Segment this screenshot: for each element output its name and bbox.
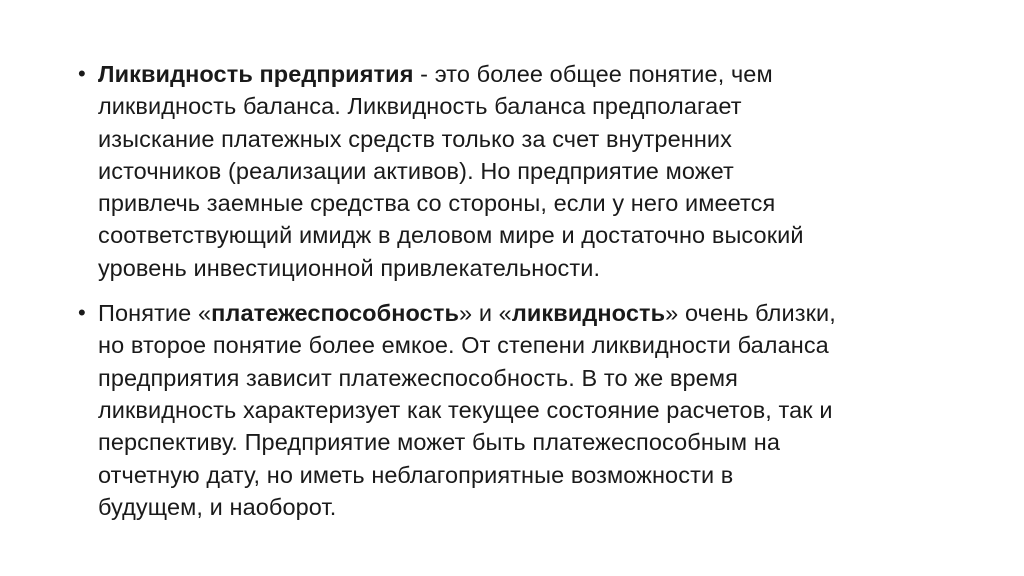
text-segment: » очень близки, — [665, 300, 836, 327]
text-line — [98, 394, 958, 426]
text-line — [98, 362, 958, 394]
bullet-list — [78, 58, 958, 523]
text-line — [98, 426, 958, 458]
bullet-point-icon: • — [78, 61, 86, 86]
text-line — [98, 252, 958, 284]
text-line — [98, 491, 958, 523]
text-segment: но второе понятие более емкое. От степени ликвидности баланса — [98, 332, 829, 359]
text-segment: - это более общее понятие, чем — [413, 61, 773, 87]
text-line — [98, 459, 958, 491]
text-line — [98, 187, 958, 219]
text-segment: привлечь заемные средства со стороны, если у него имеется — [98, 190, 776, 217]
text-segment: » и « — [459, 300, 512, 327]
text-segment: будущем, и наоборот. — [98, 493, 337, 520]
text-segment: изыскание платежных средств только за счет внутренних — [98, 125, 732, 152]
text-segment: Понятие « — [98, 300, 212, 327]
text-segment: отчетную дату, но иметь неблагоприятные возможности в — [98, 461, 734, 488]
text-line — [98, 219, 958, 251]
bullet-point-icon: • — [78, 300, 86, 326]
text-line — [98, 155, 958, 187]
bold-term: ликвидность — [511, 300, 666, 327]
text-segment: соответствующий имидж в деловом мире и достаточно высокий — [98, 222, 804, 249]
bullet-paragraph — [78, 297, 958, 523]
text-line — [98, 90, 958, 122]
text-line — [98, 58, 958, 90]
text-line — [98, 123, 958, 155]
bold-term: Ликвидность предприятия — [98, 61, 414, 87]
text-line — [98, 329, 958, 361]
bullet-paragraph — [78, 58, 958, 284]
text-line — [98, 297, 958, 329]
text-segment: предприятия зависит платежеспособность. В то же время — [98, 364, 738, 391]
text-segment: ликвидность характеризует как текущее состояние расчетов, так и — [98, 396, 833, 423]
text-segment: перспективу. Предприятие может быть платежеспособным на — [98, 429, 781, 456]
text-segment: источников (реализации активов). Но предприятие может — [98, 157, 734, 184]
bold-term: платежеспособность — [211, 300, 460, 327]
text-segment: уровень инвестиционной привлекательности. — [98, 254, 601, 281]
text-segment: ликвидность баланса. Ликвидность баланса предполагает — [98, 93, 742, 120]
